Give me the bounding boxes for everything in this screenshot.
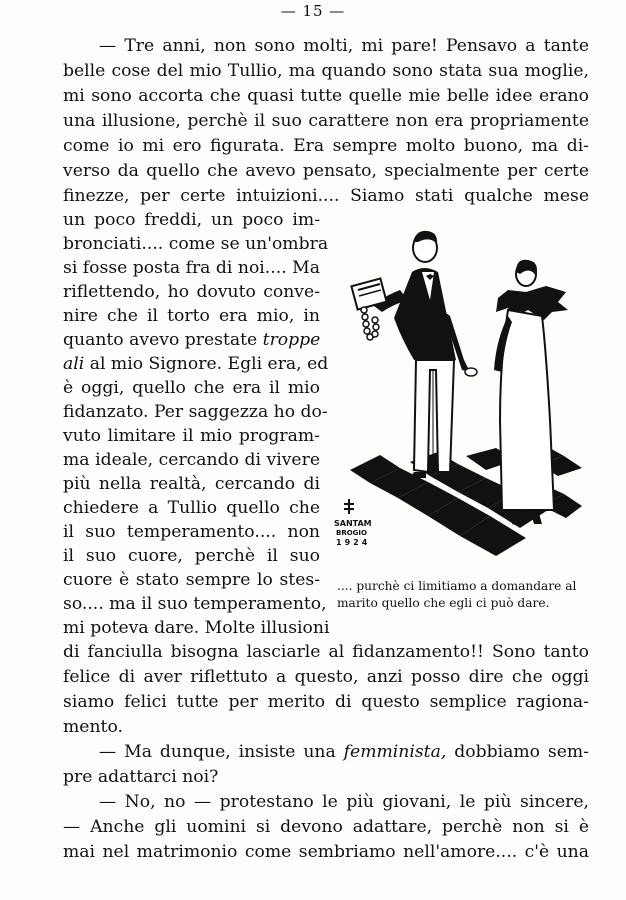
text-line: so.... ma il suo temperamento,	[63, 594, 327, 614]
italic-text: femminista,	[343, 742, 447, 762]
text-line: vuto limitare il mio program-	[63, 426, 320, 446]
text-line: felice di aver riflettuto a questo, anzi posso dire che oggi	[63, 667, 589, 687]
text-line: finezze, per certe intuizioni.... Siamo stati qualche mese	[63, 186, 589, 206]
italic-text: troppe	[262, 330, 321, 350]
text-line: come io mi ero figurata. Era sempre molto buono, ma di-	[63, 136, 589, 156]
text-run: — Ma dunque, insiste una	[99, 742, 336, 762]
text-line: bronciati.... come se un'ombra	[63, 234, 329, 254]
text-run: dobbiamo sem-	[454, 742, 589, 762]
text-line: è oggi, quello che era il mio	[63, 378, 320, 398]
text-line: si fosse posta fra di noi.... Ma	[63, 258, 320, 278]
text-line: mai nel matrimonio come sembriamo nell'amore.... c'è una	[63, 842, 589, 862]
text-line: nire che il torto era mio, in	[63, 306, 320, 326]
text-line: — Tre anni, non sono molti, mi pare! Pensavo a tante	[99, 36, 589, 56]
page-number: — 15 —	[280, 2, 346, 20]
text-line: il suo temperamento.... non	[63, 522, 320, 542]
text-line: fidanzato. Per saggezza ho do-	[63, 402, 328, 422]
woman-figure	[494, 260, 568, 526]
text-line: più nella realtà, cercando di	[63, 474, 320, 494]
text-line: — Anche gli uomini si devono adattare, perchè non si è	[63, 817, 589, 837]
text-line: il suo cuore, perchè il suo	[63, 546, 320, 566]
text-line	[63, 352, 329, 376]
text-line	[63, 328, 320, 352]
man-figure	[351, 231, 477, 478]
text-line: una illusione, perchè il suo carattere non era propriamente	[63, 111, 589, 131]
text-line: mi sono accorta che quasi tutte quelle mie belle idee erano	[63, 86, 589, 106]
artist-signature	[334, 499, 372, 547]
illustration-caption: marito quello che egli ci può dare.	[337, 596, 550, 610]
text-line: chiedere a Tullio quello che	[63, 498, 320, 518]
text-line: belle cose del mio Tullio, ma quando sono stata sua moglie,	[63, 61, 589, 81]
illustration-caption: .... purchè ci limitiamo a domandare al	[337, 579, 577, 593]
signature-text: BROGIO	[336, 529, 367, 537]
text-line: cuore è stato sempre lo stes-	[63, 570, 320, 590]
text-line: mento.	[63, 717, 123, 737]
text-run: al mio Signore. Egli era, ed	[89, 354, 329, 374]
text-line	[63, 740, 589, 764]
text-line: pre adattarci noi?	[63, 767, 219, 787]
text-line: un poco freddi, un poco im-	[63, 210, 320, 230]
text-run: quanto avevo prestate	[63, 330, 258, 350]
signature-year: 1924	[336, 538, 371, 547]
text-line: riflettendo, ho dovuto conve-	[63, 282, 320, 302]
text-line: di fanciulla bisogna lasciarle al fidanzamento!! Sono tanto	[63, 642, 589, 662]
signature-text: SANTAM	[334, 519, 372, 528]
text-line: mi poteva dare. Molte illusioni	[63, 618, 330, 638]
text-line: siamo felici tutte per merito di questo semplice ragiona-	[63, 692, 589, 712]
text-line: ma ideale, cercando di vivere	[63, 450, 320, 470]
couple-illustration	[330, 220, 610, 570]
text-line: — No, no — protestano le più giovani, le più sincere,	[99, 792, 589, 812]
text-line: verso da quello che avevo pensato, specialmente per certe	[63, 161, 589, 181]
italic-text: ali	[63, 354, 85, 374]
